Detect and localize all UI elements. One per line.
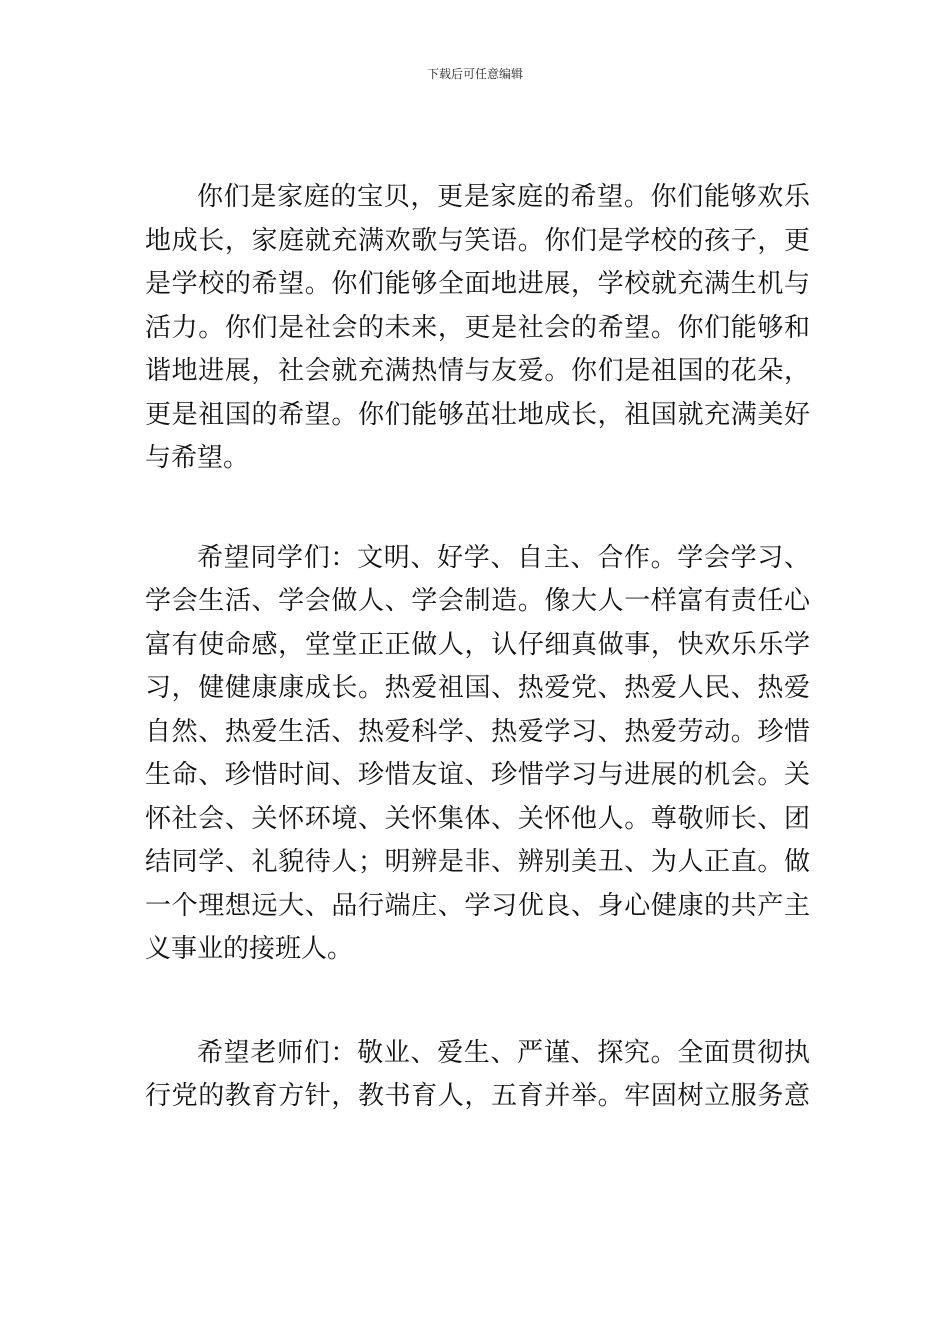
page-header: 下载后可任意编辑 [426,67,523,81]
text-line: 谐地进展，社会就充满热情与友爱。你们是祖国的花朵， [145,356,810,386]
text-line: 一个理想远大、品行端庄、学习优良、身心健康的共产主 [145,890,810,921]
text-line: 学会生活、学会做人、学会制造。像大人一样富有责任心 [145,586,810,616]
text-line: 义事业的接班人。 [145,934,354,964]
text-line: 是学校的希望。你们能够全面地进展，学校就充满生机与 [145,269,810,299]
text-line: 希望同学们：文明、好学、自主、合作。学会学习、 [197,542,810,573]
text-line: 希望老师们：敬业、爱生、严谨、探究。全面贯彻执 [197,1037,810,1068]
text-line: 与希望。 [145,443,250,473]
text-line: 结同学、礼貌待人；明辨是非、辨别美丑、为人正直。做 [145,847,810,877]
text-line: 怀社会、关怀环境、关怀集体、关怀他人。尊敬师长、团 [145,803,810,834]
text-line: 更是祖国的希望。你们能够茁壮地成长，祖国就充满美好 [145,399,810,430]
text-line: 习，健健康康成长。热爱祖国、热爱党、热爱人民、热爱 [145,673,810,703]
paragraph-1 [145,176,810,481]
text-line: 地成长，家庭就充满欢歌与笑语。你们是学校的孩子，更 [145,225,810,256]
paragraph-spacer [145,972,810,1032]
text-line: 活力。你们是社会的未来，更是社会的希望。你们能够和 [145,312,810,343]
text-line: 自然、热爱生活、热爱科学、热爱学习、热爱劳动。珍惜 [145,716,810,747]
document-body [145,176,810,1119]
paragraph-2 [145,537,810,972]
text-line: 你们是家庭的宝贝，更是家庭的希望。你们能够欢乐 [197,182,810,212]
paragraph-spacer [145,481,810,537]
text-line: 富有使命感，堂堂正正做人，认仔细真做事，快欢乐乐学 [145,629,810,660]
text-line: 行党的教育方针，教书育人，五育并举。牢固树立服务意 [145,1081,810,1111]
text-line: 生命、珍惜时间、珍惜友谊、珍惜学习与进展的机会。关 [145,760,810,790]
paragraph-3 [145,1032,810,1119]
